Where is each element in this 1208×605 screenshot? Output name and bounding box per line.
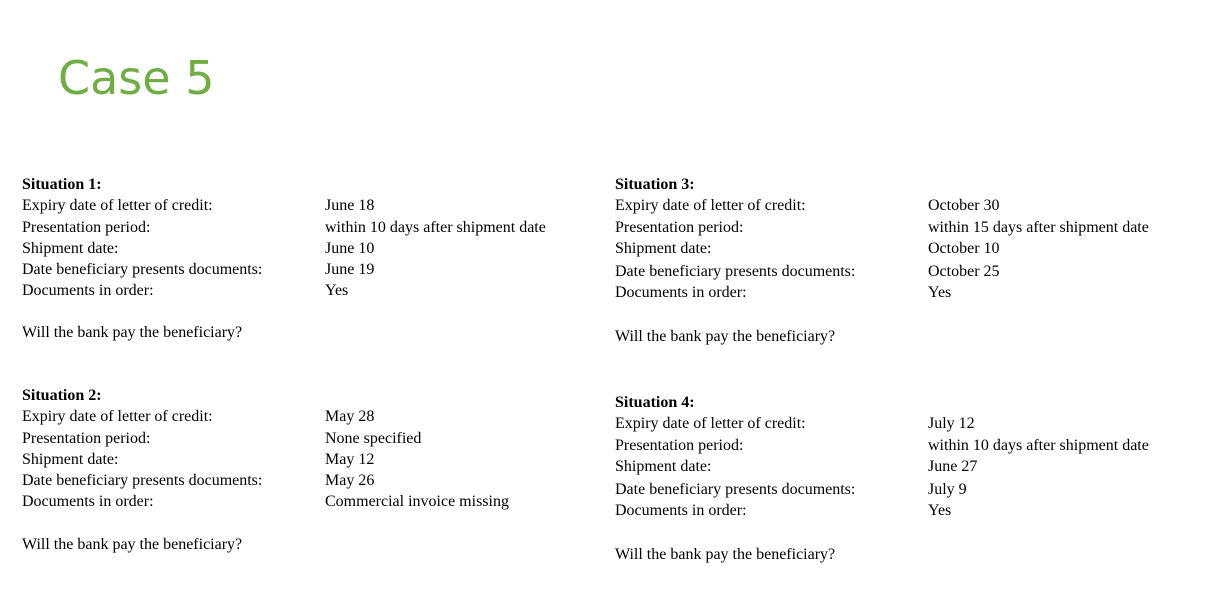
situation-heading: Situation 4: [615, 394, 695, 411]
field-label: Shipment date: [615, 458, 712, 475]
field-label: Date beneficiary presents documents: [615, 263, 856, 280]
situation-3-block [615, 174, 1205, 349]
field-value: May 12 [325, 451, 375, 468]
question-text: Will the bank pay the beneficiary? [615, 546, 836, 563]
field-value: June 18 [325, 197, 375, 214]
field-value: Commercial invoice missing [325, 493, 509, 510]
field-value: None specified [325, 430, 422, 447]
field-label: Date beneficiary presents documents: [22, 472, 263, 489]
field-label: Expiry date of letter of credit: [615, 415, 806, 432]
field-value: within 15 days after shipment date [928, 219, 1149, 236]
situation-heading: Situation 3: [615, 176, 695, 193]
field-value: June 10 [325, 240, 375, 257]
field-label: Presentation period: [615, 219, 744, 236]
field-value: within 10 days after shipment date [325, 219, 546, 236]
situation-heading: Situation 1: [22, 176, 102, 193]
field-label: Date beneficiary presents documents: [22, 261, 263, 278]
question-text: Will the bank pay the beneficiary? [615, 328, 836, 345]
situation-heading: Situation 2: [22, 387, 102, 404]
field-value: June 19 [325, 261, 375, 278]
field-value: May 28 [325, 408, 375, 425]
question-text: Will the bank pay the beneficiary? [22, 536, 243, 553]
situation-4-block [615, 392, 1205, 570]
field-value: Yes [928, 284, 952, 301]
field-label: Shipment date: [22, 240, 119, 257]
field-value: June 27 [928, 458, 978, 475]
situation-1-block [22, 174, 602, 349]
field-label: Presentation period: [615, 437, 744, 454]
field-value: October 25 [928, 263, 1000, 280]
field-label: Expiry date of letter of credit: [22, 408, 213, 425]
field-label: Presentation period: [22, 430, 151, 447]
field-label: Documents in order: [615, 284, 747, 301]
field-value: Yes [325, 282, 349, 299]
field-label: Documents in order: [615, 502, 747, 519]
situation-2-block [22, 385, 602, 560]
field-value: July 9 [928, 481, 967, 498]
field-value: October 10 [928, 240, 1000, 257]
field-value: July 12 [928, 415, 975, 432]
field-label: Shipment date: [615, 240, 712, 257]
field-value: October 30 [928, 197, 1000, 214]
field-label: Shipment date: [22, 451, 119, 468]
page-title: Case 5 [58, 51, 215, 105]
field-label: Date beneficiary presents documents: [615, 481, 856, 498]
field-value: Yes [928, 502, 952, 519]
field-label: Expiry date of letter of credit: [22, 197, 213, 214]
field-value: within 10 days after shipment date [928, 437, 1149, 454]
field-label: Documents in order: [22, 282, 154, 299]
field-label: Expiry date of letter of credit: [615, 197, 806, 214]
field-label: Presentation period: [22, 219, 151, 236]
field-value: May 26 [325, 472, 375, 489]
field-label: Documents in order: [22, 493, 154, 510]
question-text: Will the bank pay the beneficiary? [22, 324, 243, 341]
